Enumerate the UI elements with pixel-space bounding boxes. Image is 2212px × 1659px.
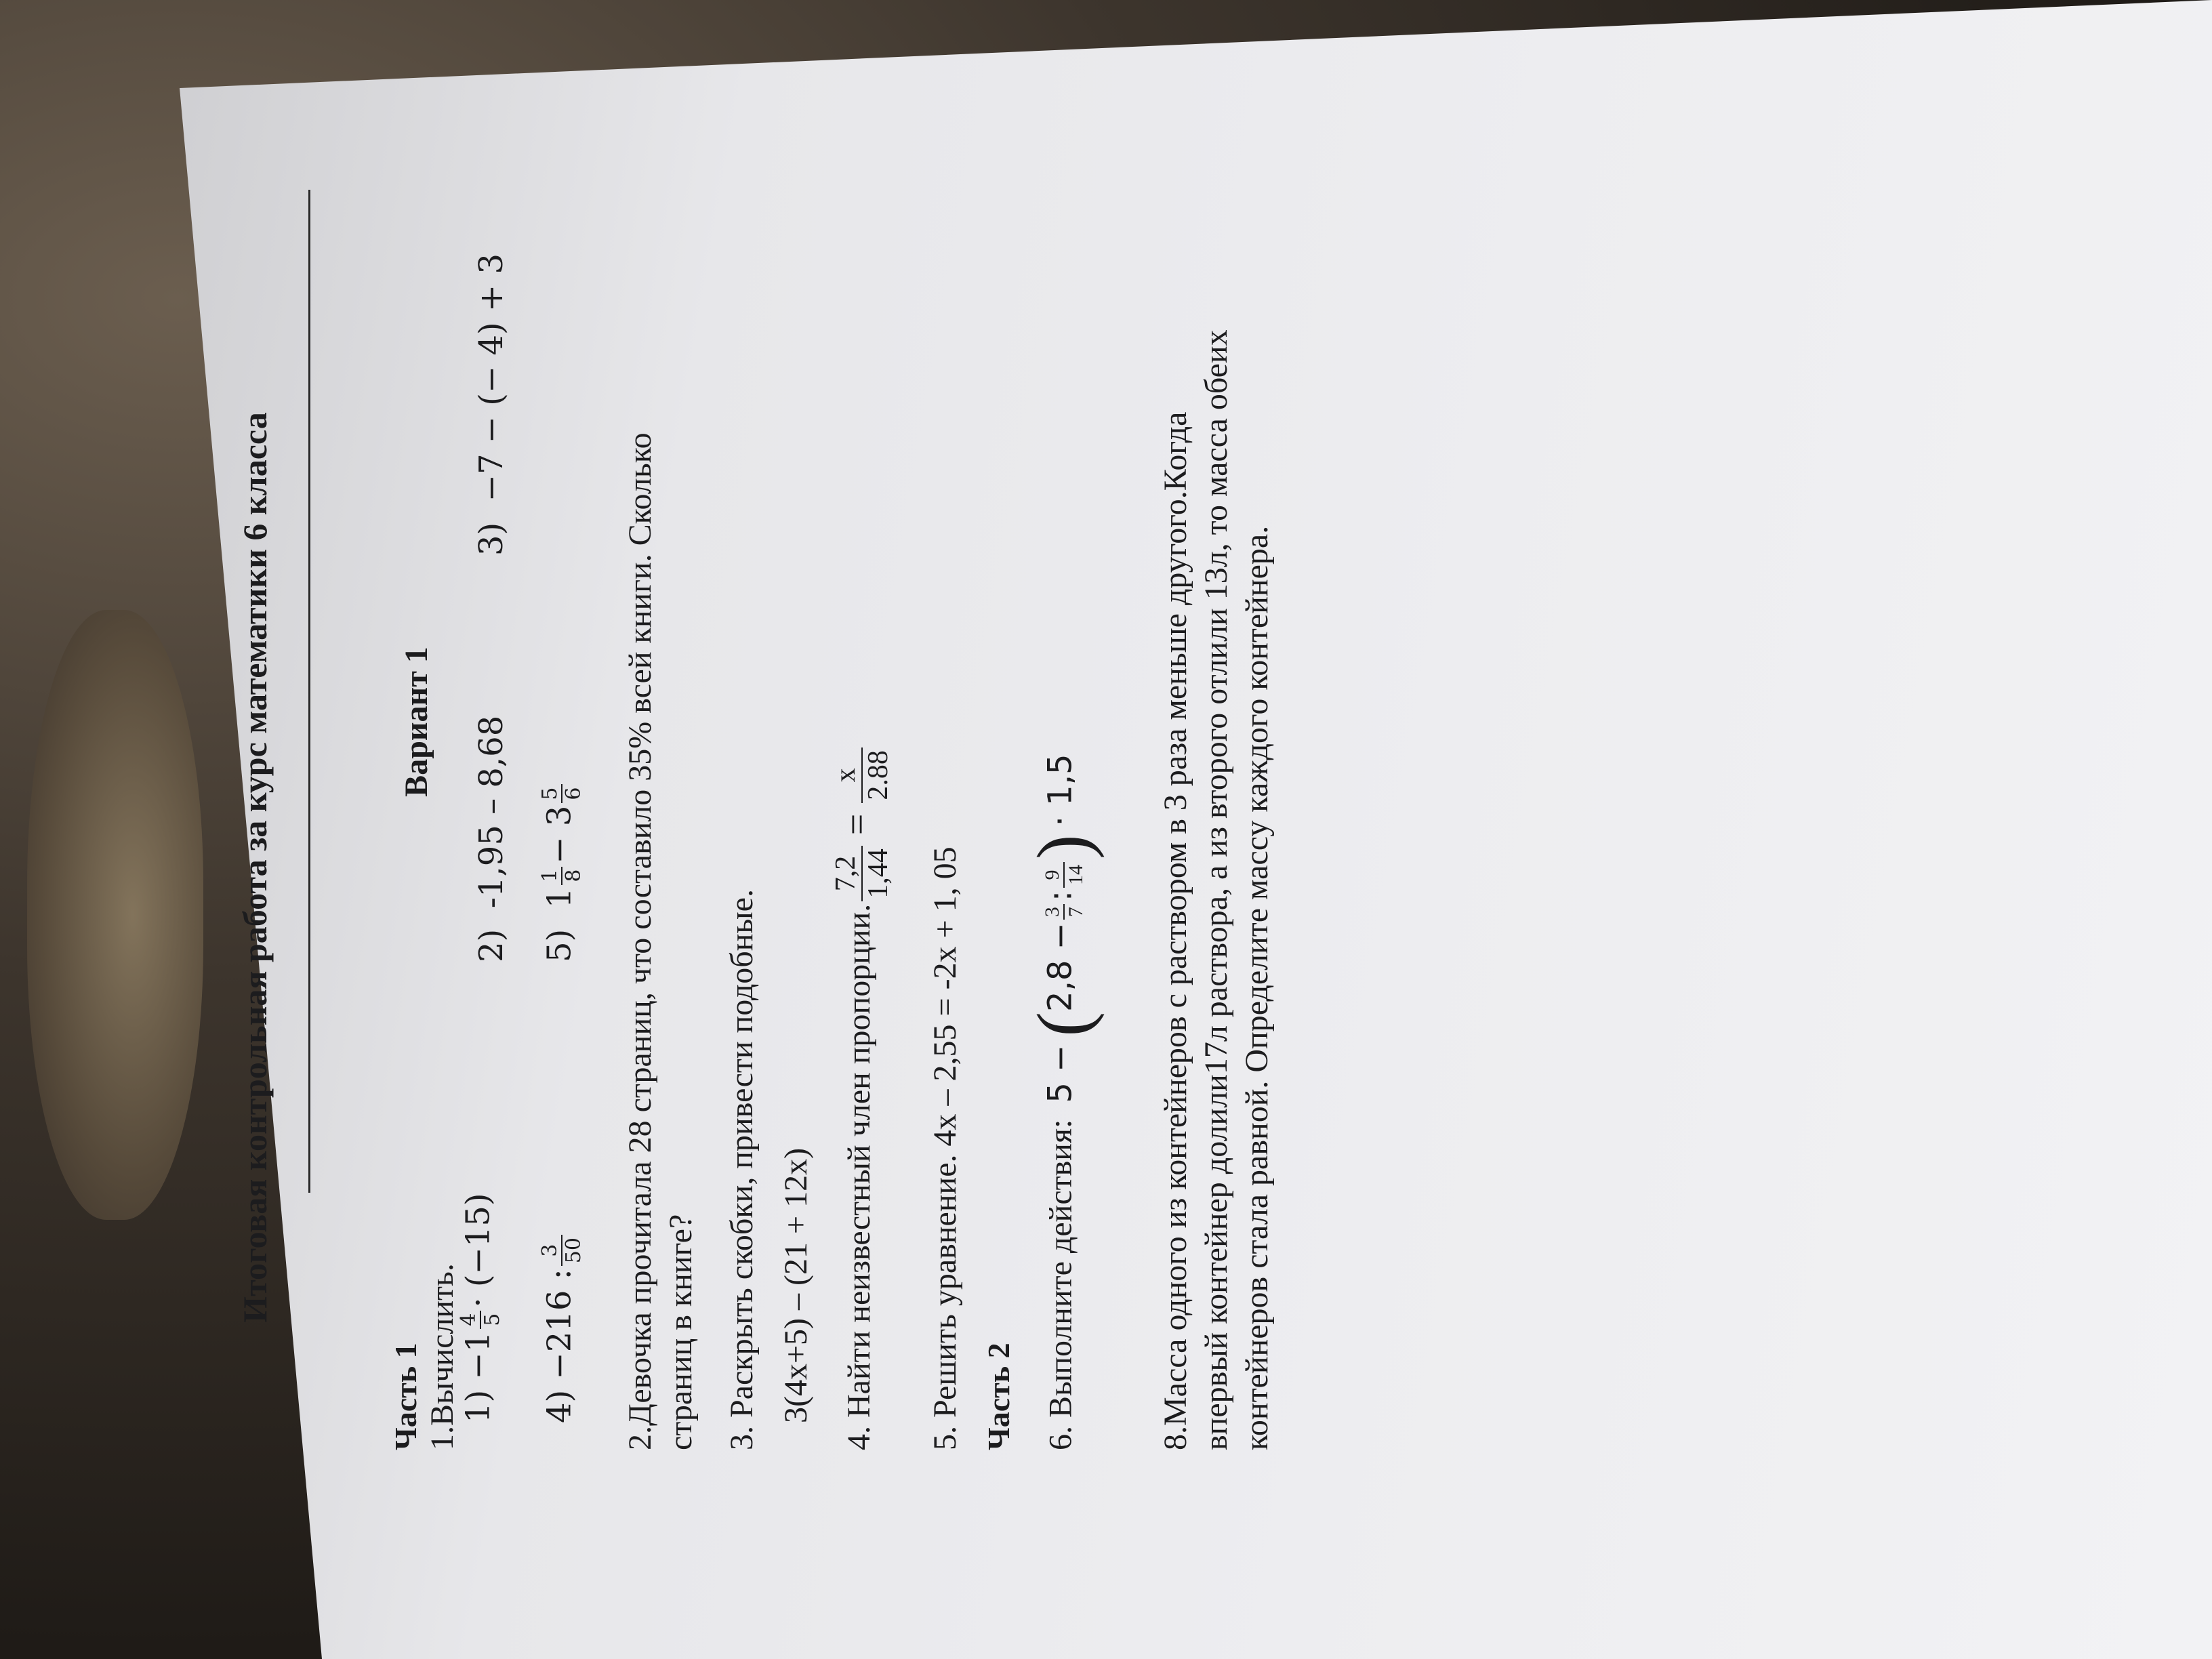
worksheet-content [234,0,1305,1450]
task-3-text: 3. Раскрыть скобки, привести подобные. [724,889,760,1450]
task-1-item-2: 2) -1,95 – 8,68 [472,715,510,962]
task-8-line-3: контейнеров стала равной. Определите массу каждого контейнера. [1239,525,1275,1450]
task-1-item-3: 3) −7 − (− 4) + 3 [472,253,510,556]
task-2-line-2: страниц в книге? [663,1214,699,1450]
task-4: 4. Найти неизвестный член пропорции. 7,2 1,44 = x 2.88 [830,745,894,1450]
worksheet-title: Итоговая контрольная работа за курс математики 6 класса [236,412,274,1323]
task-1-item-4: 4) −216 : 3 50 [539,1232,585,1423]
task-2-line-1: 2.Девочка прочитала 28 страниц, что составило 35% всей книги. Сколько [622,432,658,1450]
title-underline [308,190,310,1193]
task-8-line-1: 8.Масса одного из контейнеров с раствором в 3 раза меньше другого.Когда [1158,411,1193,1450]
task-3-expression: 3(4x+5) – (21 + 12x) [778,1147,814,1423]
task-8-line-2: впервый контейнер долили17л раствора, а из второго отлили 13л, то масса обеих [1198,329,1234,1450]
background-object [27,610,203,1220]
part-1-heading: Часть 1 [388,1343,423,1450]
task-5: 5. Решить уравнение. 4x – 2,55 = -2x + 1, 05 [927,846,963,1450]
part-2-heading: Часть 2 [981,1343,1016,1450]
task-1-heading: 1.Вычислить. [424,1263,460,1450]
variant-heading: Вариант 1 [398,647,434,797]
task-1-item-5: 5) 1 1 8 − 3 5 6 [539,781,585,962]
task-6: 6. Выполните действия: 5 − (2,8 − 3 7 : 9 14 ) · 1,5 [1022,754,1105,1450]
task-1-item-1: 1) −1 4 5 · (−15) [457,1193,504,1423]
